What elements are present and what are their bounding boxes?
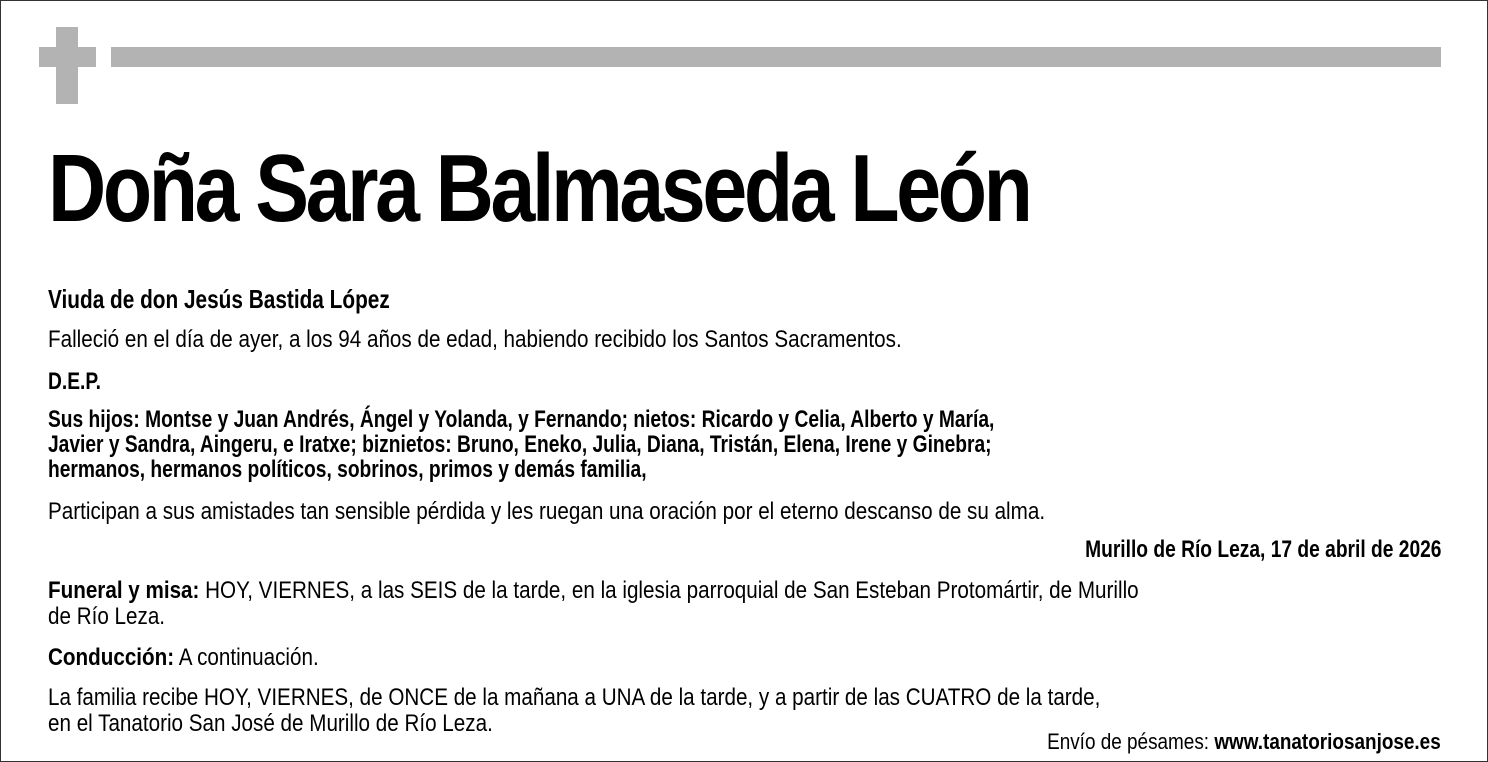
place-date: Murillo de Río Leza, 17 de abril de 2026	[1084, 536, 1441, 563]
visitation-line-1: La familia recibe HOY, VIERNES, de ONCE de la mañana a UNA de la tarde, y a partir de las CUATRO de la tarde,	[48, 684, 1101, 711]
condolences-label: Envío de pésames:	[1047, 729, 1210, 754]
funeral-line-2: de Río Leza.	[48, 603, 166, 630]
visitation-line-2: en el Tanatorio San José de Murillo de Río Leza.	[48, 710, 493, 737]
funeral-line-1	[48, 577, 1139, 605]
procession-text: A continuación.	[178, 644, 319, 671]
funeral-label: Funeral y misa:	[48, 577, 200, 604]
condolences	[1047, 729, 1441, 755]
widow-of: Viuda de don Jesús Bastida López	[48, 284, 390, 314]
family-line-2: Javier y Sandra, Aingeru, e Iratxe; biznietos: Bruno, Eneko, Julia, Diana, Tristán, Elena, Irene y Ginebra;	[48, 431, 992, 458]
family-line-1: Sus hijos: Montse y Juan Andrés, Ángel y Yolanda, y Fernando; nietos: Ricardo y Celia, Alberto y María,	[48, 406, 995, 433]
procession	[48, 644, 319, 672]
header-rule	[111, 47, 1441, 67]
deceased-name: Doña Sara Balmaseda León	[48, 135, 1030, 242]
family-line-3: hermanos, hermanos políticos, sobrinos, primos y demás familia,	[48, 456, 647, 483]
cross-icon-arm	[39, 47, 96, 67]
rip: D.E.P.	[48, 368, 102, 395]
participation: Participan a sus amistades tan sensible pérdida y les ruegan una oración por el eterno descanso de su alma.	[48, 498, 1046, 525]
funeral-text: HOY, VIERNES, a las SEIS de la tarde, en la iglesia parroquial de San Esteban Protomártir, de Murillo	[205, 577, 1139, 604]
condolences-link[interactable]: www.tanatoriosanjose.es	[1214, 729, 1441, 754]
procession-label: Conducción:	[48, 644, 175, 671]
death-notice: Falleció en el día de ayer, a los 94 años de edad, habiendo recibido los Santos Sacramentos.	[48, 326, 902, 353]
